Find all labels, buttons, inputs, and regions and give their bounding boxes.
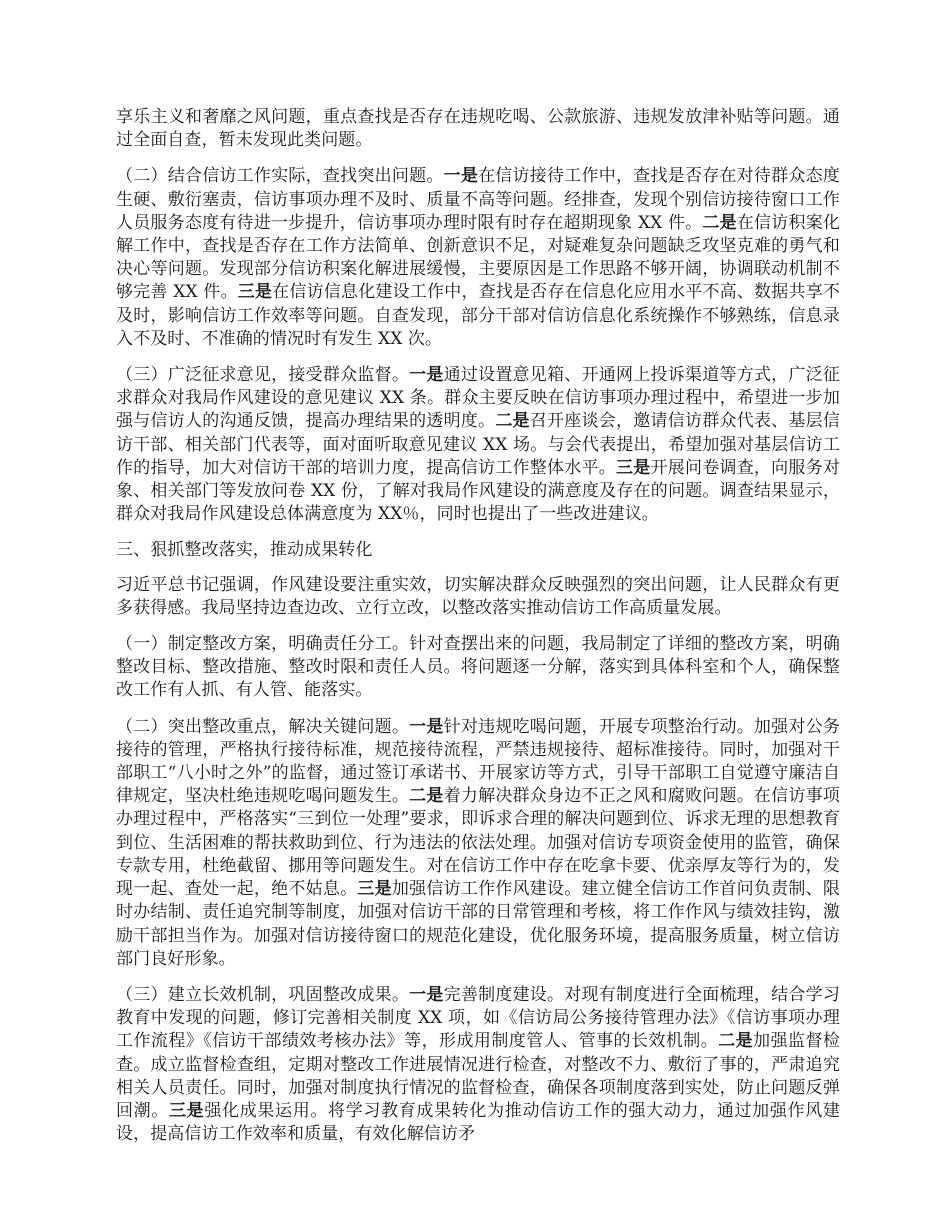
body-paragraph (116, 364, 840, 526)
emphasis-marker: 一是 (409, 716, 444, 737)
emphasis-marker: 三是 (616, 457, 651, 478)
emphasis-marker: 二是 (409, 786, 444, 807)
emphasis-marker: 二是 (495, 411, 530, 432)
paragraph-text: 享乐主义和奢靡之风问题，重点查找是否存在违规吃喝、公款旅游、违规发放津补贴等问题。通过全面自查，暂未发现此类问题。 (116, 107, 840, 151)
emphasis-marker: 三是 (169, 1100, 205, 1121)
paragraph-text: 着力解决群众身边不正之风和腐败问题。在信访事项办理过程中，严格落实“三到位一处理”要求，即诉求合理的解决问题到位、诉求无理的思想教育到位、生活困难的帮扶救助到位、行为违法的依法处理。加强对信访专项资金使用的监管，确保专款专用，杜绝截留、挪用等问题发生。对在信访工作中存在吃拿卡要、优亲厚友等行为的，发现一起、查处一起，绝不姑息。 (116, 786, 840, 900)
emphasis-marker: 二是 (718, 1031, 754, 1052)
paragraph-text: 开展问卷调查，向服务对象、相关部门等发放问卷 XX 份，了解对我局作风建设的满意度及存在的问题。调查结果显示，群众对我局作风建设总体满意度为 XX％，同时也提出了一些改进建议。 (116, 457, 840, 525)
paragraph-text: 召开座谈会，邀请信访群众代表、基层信访干部、相关部门代表等，面对面听取意见建议 XX 场。与会代表提出，希望加强对基层信访工作的指导，加大对信访干部的培训力度，提高信访工作整体水平。 (116, 411, 840, 478)
emphasis-marker: 一是 (443, 166, 479, 187)
emphasis-marker: 二是 (702, 212, 737, 233)
paragraph-text: 在信访接待工作中，查找是否存在对待群众态度生硬、敷衍塞责，信访事项办理不及时、质量不高等问题。经排查，发现个别信访接待窗口工作人员服务态度有待进一步提升，信访事项办理时限有时存在超期现象 XX 件。 (116, 166, 840, 233)
body-paragraph (116, 984, 840, 1146)
body-paragraph (116, 716, 840, 971)
paragraph-text: 在信访信息化建设工作中，查找是否存在信息化应用水平不高、数据共享不及时，影响信访工作效率等问题。自查发现，部分干部对信访信息化系统操作不够熟练，信息录入不及时、不准确的情况时有发生 XX 次。 (116, 282, 840, 349)
paragraph-text: 习近平总书记强调，作风建设要注重实效，切实解决群众反映强烈的突出问题，让人民群众有更多获得感。我局坚持边查边改、立行立改，以整改落实推动信访工作高质量发展。 (116, 574, 840, 618)
emphasis-marker: 一是 (409, 365, 444, 386)
paragraph-text: 通过设置意见箱、开通网上投诉渠道等方式，广泛征求群众对我局作风建设的意见建议 XX 条。群众主要反映在信访事项办理过程中，希望进一步加强与信访人的沟通反馈，提高办理结果的透明度。 (116, 365, 840, 432)
paragraph-text: 加强监督检查。成立监督检查组，定期对整改工作进展情况进行检查，对整改不力、敷衍了事的，严肃追究相关人员责任。同时，加强对制度执行情况的监督检查，确保各项制度落到实处，防止问题反弹回潮。 (116, 1031, 841, 1121)
paragraph-text: 针对违规吃喝问题，开展专项整治行动。加强对公务接待的管理，严格执行接待标准，规范接待流程，严禁违规接待、超标准接待。同时，加强对干部职工“八小时之外”的监督，通过签订承诺书、开展家访等方式，引导干部职工自觉遵守廉洁自律规定，坚决杜绝违规吃喝问题发生。 (116, 716, 840, 807)
paragraph-text: （一）制定整改方案，明确责任分工。针对查摆出来的问题，我局制定了详细的整改方案，明确整改目标、整改措施、整改时限和责任人员。将问题逐一分解，落实到具体科室和个人，确保整改工作有人抓、有人管、能落实。 (116, 634, 840, 701)
body-paragraph (116, 633, 840, 703)
paragraph-text: 强化成果运用。将学习教育成果转化为推动信访工作的强大动力，通过加强作风建设，提高信访工作效率和质量，有效化解信访矛 (116, 1100, 840, 1145)
emphasis-marker: 一是 (409, 984, 444, 1005)
paragraph-text: （二）突出整改重点，解决关键问题。 (116, 716, 410, 737)
paragraph-text: （三）广泛征求意见，接受群众监督。 (116, 365, 410, 386)
paragraph-text: 加强信访工作作风建设。建立健全信访工作首问负责制、限时办结制、责任追究制等制度，加强对信访干部的日常管理和考核，将工作作风与绩效挂钩，激励干部担当作为。加强对信访接待窗口的规范化建设，优化服务环境，提高服务质量，树立信访部门良好形象。 (116, 879, 840, 969)
paragraph-text: 三、狠抓整改落实，推动成果转化 (116, 540, 373, 561)
body-paragraph (116, 165, 840, 351)
paragraph-text: 在信访积案化解工作中，查找是否存在工作方法简单、创新意识不足，对疑难复杂问题缺乏攻坚克难的勇气和决心等问题。发现部分信访积案化解进展缓慢，主要原因是工作思路不够开阔，协调联动机制不够完善 XX 件。 (116, 212, 841, 303)
paragraph-text: （二）结合信访工作实际，查找突出问题。 (116, 166, 444, 187)
paragraph-text: 完善制度建设。对现有制度进行全面梳理，结合学习教育中发现的问题，修订完善相关制度 XX 项，如《信访局公务接待管理办法》《信访事项办理工作流程》《信访干部绩效考核办法》等，形成用制度管人、管事的长效机制。 (116, 984, 840, 1052)
paragraph-text: （三）建立长效机制，巩固整改成果。 (116, 984, 410, 1005)
body-paragraph (116, 574, 840, 620)
body-paragraph (116, 106, 840, 152)
emphasis-marker: 三是 (357, 879, 392, 900)
document-page (116, 106, 840, 1159)
section-heading (116, 539, 840, 562)
emphasis-marker: 三是 (237, 282, 273, 303)
